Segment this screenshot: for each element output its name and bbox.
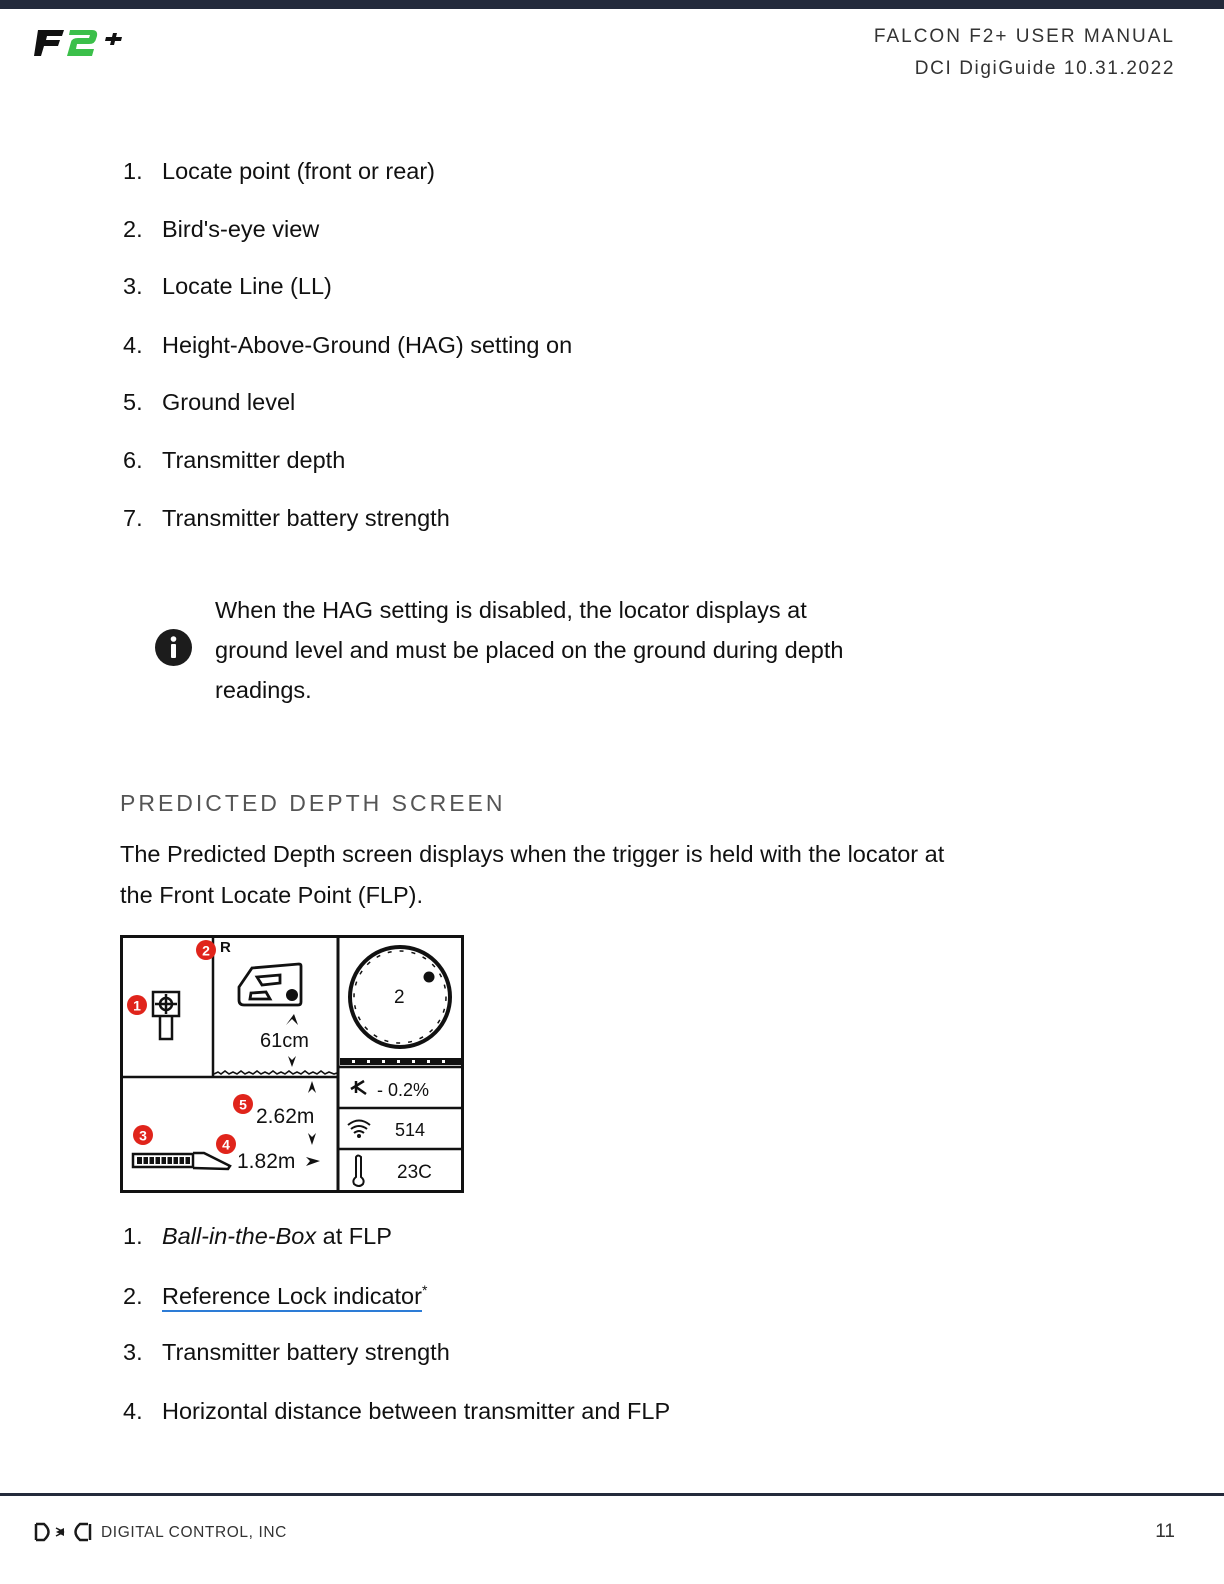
list-item: 2. Reference Lock indicator* — [123, 1282, 427, 1310]
dashed-bar — [340, 1058, 461, 1065]
page-number: 11 — [1155, 1521, 1175, 1542]
list-item: 2. Bird's-eye view — [123, 216, 320, 242]
temperature-value: 23C — [397, 1162, 432, 1183]
dci-logo — [34, 1522, 92, 1542]
callout-1 — [127, 995, 147, 1015]
section-body: The Predicted Depth screen displays when the trigger is held with the locator at the Front Locate Point (FLP). — [120, 841, 945, 908]
callout-4 — [216, 1134, 236, 1154]
roll-dot — [424, 972, 435, 983]
hag-note: When the HAG setting is disabled, the locator displays at ground level and must be placed on the ground during depth readings. — [215, 597, 844, 703]
svg-text:4: 4 — [222, 1136, 230, 1153]
depth-value: 2.62m — [256, 1105, 315, 1128]
callout-2 — [196, 940, 216, 960]
list-item: 3. Transmitter battery strength — [123, 1339, 450, 1365]
footer-company: DIGITAL CONTROL, INC — [101, 1524, 287, 1541]
guide-version: DCI DigiGuide 10.31.2022 — [914, 58, 1175, 79]
roll-value: 2 — [394, 987, 405, 1008]
f2-plus-logo — [34, 22, 130, 62]
footer-divider — [0, 1493, 1224, 1496]
list-item: 1. Ball-in-the-Box at FLP — [123, 1223, 392, 1249]
hag-value: 61cm — [260, 1030, 309, 1052]
svg-text:1: 1 — [133, 997, 141, 1014]
top-bar — [0, 0, 1224, 9]
info-icon — [155, 629, 192, 666]
predicted-depth-screen-figure — [120, 935, 464, 1193]
list-item: 5. Ground level — [123, 389, 296, 415]
distance-value: 1.82m — [237, 1150, 296, 1173]
section-title: PREDICTED DEPTH SCREEN — [120, 790, 506, 816]
list-item: 6. Transmitter depth — [123, 447, 346, 473]
list-item: 1. Locate point (front or rear) — [123, 158, 435, 184]
list-item: 7. Transmitter battery strength — [123, 505, 450, 531]
list-item: 3. Locate Line (LL) — [123, 273, 332, 299]
callout-3 — [133, 1125, 153, 1145]
callout-5 — [233, 1094, 253, 1114]
list-item: 4. Height-Above-Ground (HAG) setting on — [123, 332, 573, 358]
manual-title: FALCON F2+ USER MANUAL — [873, 26, 1175, 47]
svg-text:3: 3 — [139, 1127, 147, 1144]
svg-text:5: 5 — [239, 1096, 247, 1113]
svg-text:2: 2 — [202, 942, 210, 959]
reference-lock-letter: R — [220, 939, 231, 956]
reference-lock-link[interactable]: Reference Lock indicator — [162, 1283, 422, 1312]
locator-ball — [286, 989, 298, 1001]
signal-value: 514 — [395, 1120, 426, 1140]
list-item: 4. Horizontal distance between transmitter and FLP — [123, 1398, 671, 1424]
pitch-value: - 0.2% — [377, 1080, 430, 1100]
